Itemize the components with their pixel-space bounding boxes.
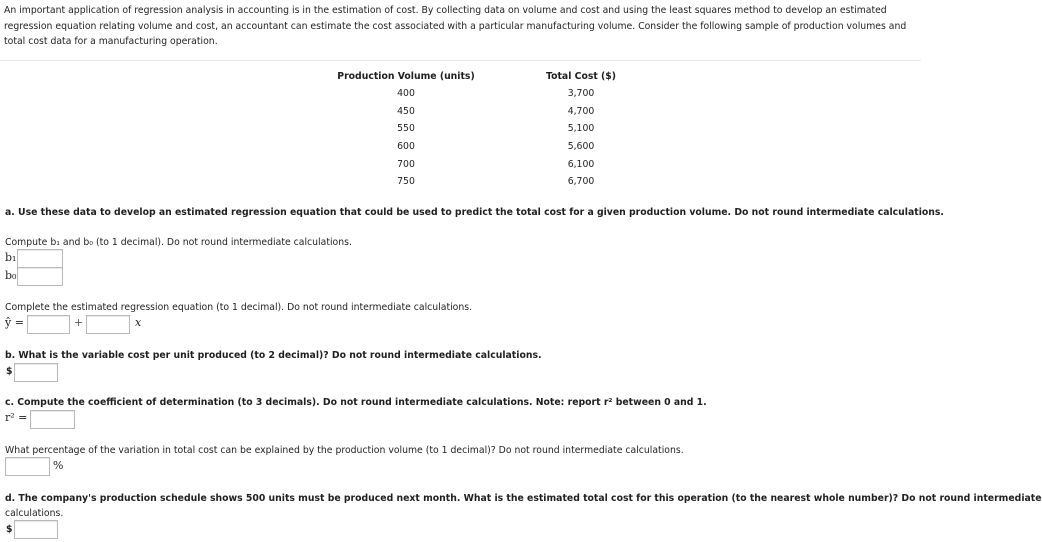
part-a-prompt: a. Use these data to develop an estimated regression equation that could be used to predict the total cost for a given production volume. Do not round intermediate calculations. [5,207,944,218]
column-header-cost: Total Cost ($) [545,71,617,82]
table-row [336,138,663,156]
b1-label: b₁ [5,251,17,264]
divider [0,60,921,61]
r-squared-input[interactable] [30,410,75,429]
b0-input[interactable] [17,267,63,286]
percentage-input[interactable] [5,457,50,476]
dollar-sign: $ [6,366,13,377]
volume-cell: 600 [397,141,415,153]
table-header-row [336,68,663,85]
x-variable-label: x [135,316,142,329]
cost-cell: 4,700 [567,105,595,117]
cost-cell: 3,700 [567,88,595,100]
volume-cell: 750 [397,176,415,188]
dollar-sign: $ [6,524,13,535]
problem-intro: An important application of regression analysis in accounting is in the estimation of cost. By collecting data on volume and cost and using the least squares method to develop an estimated regression equation relating volume and cost, an accountant can estimate the cost associated with a particular manufacturing volume. Consider the following sample of production volumes and total cost data for a manufacturing operation. [4,5,907,48]
table-row [336,85,663,103]
table-row [336,120,663,138]
table-row [336,155,663,173]
equation-instruction: Complete the estimated regression equation (to 1 decimal). Do not round intermediate calculations. [5,302,473,313]
cost-cell: 6,100 [567,158,595,170]
data-table [336,68,663,191]
variable-cost-input[interactable] [14,363,58,382]
cost-cell: 6,700 [567,176,595,188]
volume-cell: 700 [397,158,415,170]
volume-cell: 450 [397,105,415,117]
compute-b1-b0-instruction: Compute b₁ and b₀ (to 1 decimal). Do not round intermediate calculations. [5,237,352,248]
b0-label: b₀ [5,269,17,282]
part-d-prompt-continued: calculations. [5,508,64,519]
part-b-prompt: b. What is the variable cost per unit produced (to 2 decimal)? Do not round intermediate calculations. [5,350,542,361]
volume-cell: 400 [397,88,415,100]
percentage-question: What percentage of the variation in total cost can be explained by the production volume (to 1 decimal)? Do not round intermediate calculations. [5,445,684,456]
plus-sign: + [74,316,84,329]
part-d-prompt: d. The company's production schedule shows 500 units must be produced next month. What is the estimated total cost for this operation (to the nearest whole number)? Do not round intermediate [5,493,1042,504]
slope-input[interactable] [86,315,130,334]
r-squared-label: r² = [5,411,28,424]
intercept-input[interactable] [27,315,70,334]
table-row [336,173,663,191]
table-row [336,103,663,121]
cost-cell: 5,100 [567,123,595,135]
yhat-label: ŷ = [5,316,24,329]
column-header-volume: Production Volume (units) [337,71,475,82]
percent-sign: % [53,459,64,472]
b1-input[interactable] [17,249,63,268]
cost-cell: 5,600 [567,141,595,153]
part-c-prompt: c. Compute the coefficient of determination (to 3 decimals). Do not round intermediate calculations. Note: report r² between 0 and 1. [5,397,707,408]
volume-cell: 550 [397,123,415,135]
total-cost-input[interactable] [14,520,58,539]
